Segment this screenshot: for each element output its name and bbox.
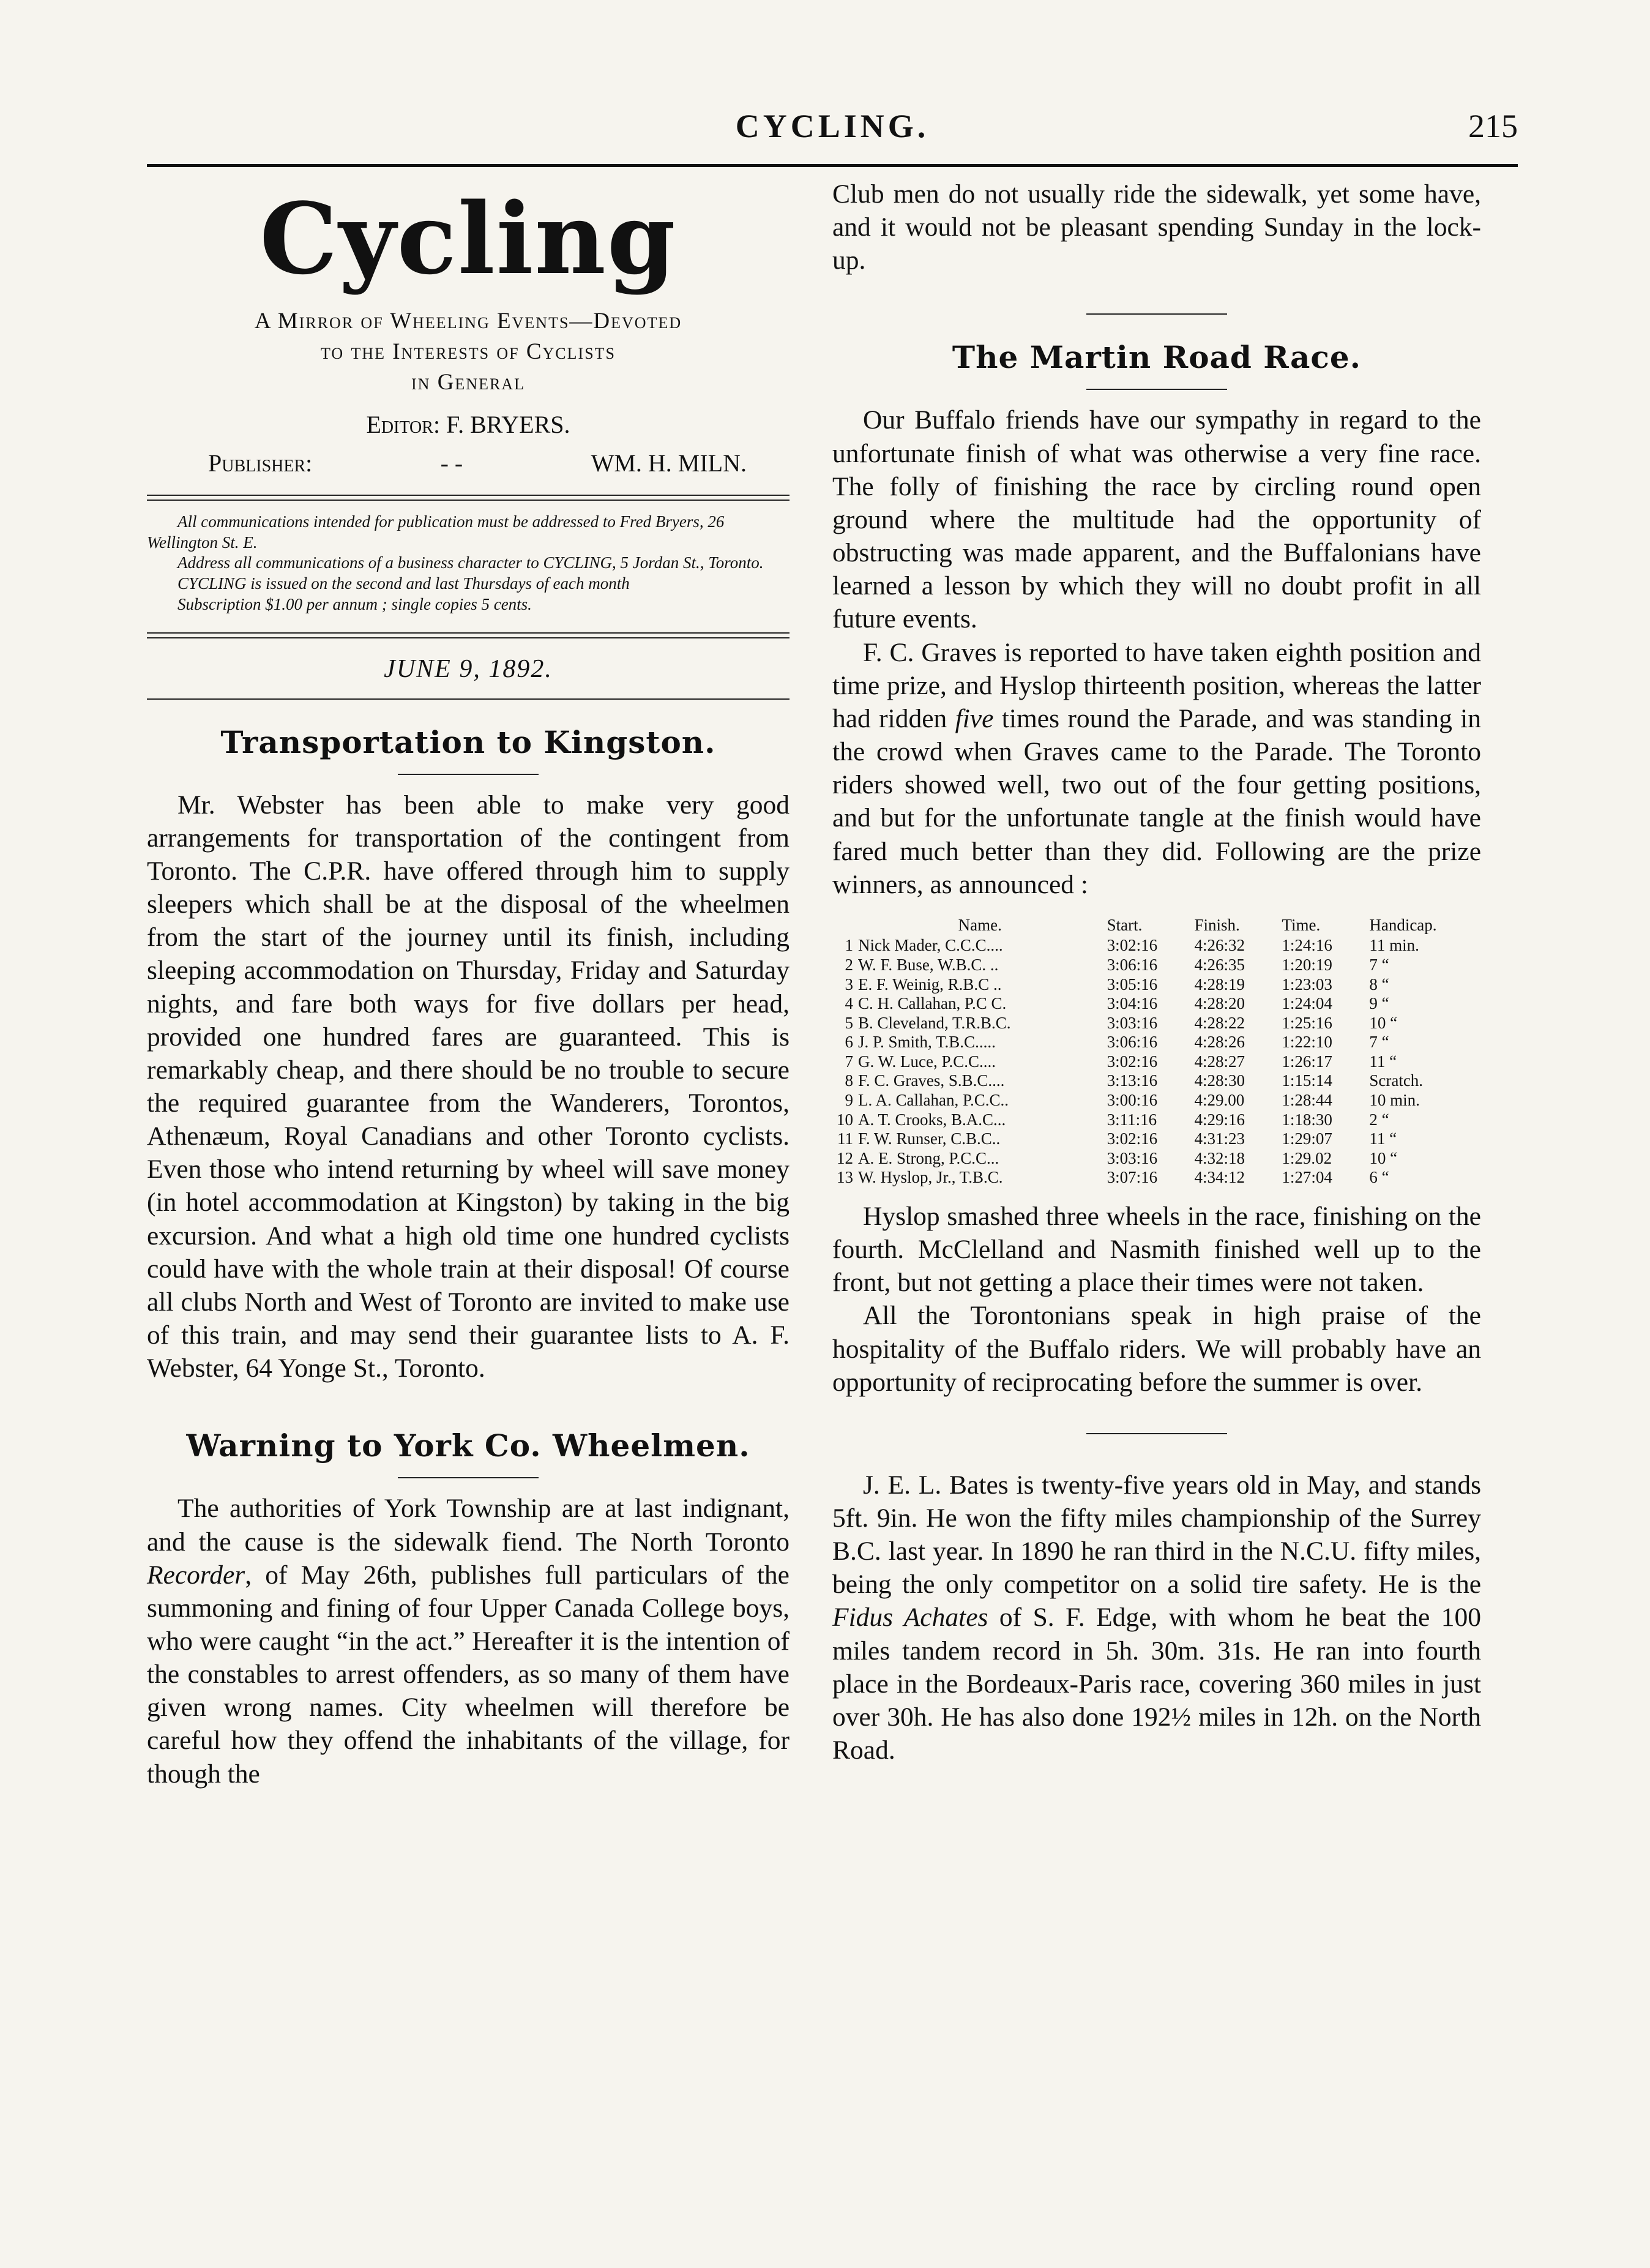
- table-row: [832, 1149, 1481, 1169]
- notice-rule: [147, 632, 790, 638]
- header-finish: Finish.: [1194, 915, 1240, 934]
- header-handicap: Handicap.: [1369, 915, 1437, 934]
- rank-cell: 13: [837, 1168, 853, 1187]
- finish-time-cell: 4:29.00: [1194, 1091, 1245, 1110]
- martin-paragraph-1: Our Buffalo friends have our sympathy in regard to the unfortunate finish of what was otherwise a very fine race. The folly of finishing the race by circling round open ground where the multitude had the opportunity of obstructing was made apparent, and the Buffalonians have learned a lesson by which they will no doubt profit in all future events.: [832, 405, 1481, 634]
- handicap-cell: 10 “: [1369, 1013, 1398, 1032]
- tagline-line-3: in General: [411, 369, 525, 395]
- handicap-cell: 6 “: [1369, 1168, 1389, 1187]
- rank-cell: 7: [845, 1052, 853, 1071]
- martin-race-heading: The Martin Road Race.: [952, 339, 1362, 376]
- start-time-cell: 3:13:16: [1107, 1071, 1158, 1090]
- masthead-rule: [147, 495, 790, 501]
- bates-paragraph: [832, 1469, 1481, 1767]
- table-row: [832, 1129, 1481, 1149]
- rider-name-cell: Nick Mader, C.C.C....: [858, 936, 1003, 955]
- elapsed-time-cell: 1:23:03: [1282, 975, 1332, 994]
- rank-cell: 6: [845, 1033, 853, 1052]
- start-time-cell: 3:02:16: [1107, 1052, 1158, 1071]
- finish-time-cell: 4:26:35: [1194, 955, 1245, 974]
- warning-text-end: , of May 26th, publishes full particulars of the summoning and fining of four Upper Canada College boys, who were caught “in the act.” Hereafter it is the intention of the constables to arrest offenders, as so many of them have given wrong names. City wheelmen will therefore be careful how they offend the inhabitants of the village, for though the: [147, 1560, 790, 1789]
- start-time-cell: 3:03:16: [1107, 1013, 1158, 1032]
- finish-time-cell: 4:28:22: [1194, 1013, 1245, 1032]
- bates-text-italic: Fidus Achates: [832, 1603, 988, 1633]
- rank-cell: 9: [845, 1091, 853, 1110]
- finish-time-cell: 4:28:20: [1194, 994, 1245, 1013]
- martin-race-article: [832, 403, 1481, 900]
- finish-time-cell: 4:28:27: [1194, 1052, 1245, 1071]
- header-start: Start.: [1107, 915, 1143, 934]
- martin-paragraph-2: [832, 636, 1481, 901]
- handicap-cell: 11 “: [1369, 1052, 1397, 1071]
- handicap-cell: 10 min.: [1369, 1091, 1420, 1110]
- publisher-label: Publisher:: [208, 449, 313, 477]
- rank-cell: 3: [845, 975, 853, 994]
- rider-name-cell: W. Hyslop, Jr., T.B.C.: [858, 1168, 1003, 1187]
- warning-continuation: [832, 178, 1481, 277]
- handicap-cell: 11 “: [1369, 1129, 1397, 1148]
- right-column: [832, 178, 1481, 1767]
- handicap-cell: 7 “: [1369, 955, 1389, 974]
- transportation-paragraph: Mr. Webster has been able to make very good arrangements for transportation of the contingent from Toronto. The C.P.R. have offered through him to supply sleepers which shall be at the disposal of the wheelmen from the start of the journey until its finish, including sleeping accommodation on Thursday, Friday and Saturday nights, and fare both ways for five dollars per head, provided one hundred fares are guaranteed. This is remarkably cheap, and there should be no trouble to secure the required guarantee from the Wanderers, Torontos, Athenæum, Royal Canadians and other Toronto cyclists. Even those who intend returning by wheel will save money (in hotel accommodation at Kingston) by taking in the big excursion. And what a high old time one hundred cyclists could have with the whole train at their disposal! Of course all clubs North and West of Toronto are invited to make use of this train, and may send their guarantee lists to A. F. Webster, 64 Yonge St., Toronto.: [147, 790, 790, 1383]
- table-row: [832, 936, 1481, 956]
- rank-cell: 4: [845, 994, 853, 1013]
- martin-paragraph-4: All the Torontonians speak in high praise of the hospitality of the Buffalo riders. We will probably have an opportunity of reciprocating before the summer is over.: [832, 1301, 1481, 1397]
- elapsed-time-cell: 1:20:19: [1282, 955, 1332, 974]
- handicap-cell: 9 “: [1369, 994, 1389, 1013]
- short-rule: [1086, 389, 1227, 390]
- martin-p2-end: times round the Parade, and was standing in the crowd when Graves came to the Parade. The Toronto riders showed well, two out of the four getting positions, and but for the unfortunate tangle at the finish would have fared much better than they did. Following are the prize winners, as announced :: [832, 703, 1481, 899]
- start-time-cell: 3:03:16: [1107, 1148, 1158, 1167]
- elapsed-time-cell: 1:24:04: [1282, 994, 1332, 1013]
- table-row: [832, 1110, 1481, 1130]
- notice-line: Subscription $1.00 per annum ; single copies 5 cents.: [177, 594, 532, 613]
- elapsed-time-cell: 1:28:44: [1282, 1091, 1332, 1110]
- handicap-cell: 11 min.: [1369, 936, 1419, 955]
- table-row: [832, 1071, 1481, 1091]
- rider-name-cell: W. F. Buse, W.B.C. ..: [858, 955, 999, 974]
- start-time-cell: 3:07:16: [1107, 1168, 1158, 1187]
- rider-name-cell: A. T. Crooks, B.A.C...: [858, 1110, 1006, 1129]
- start-time-cell: 3:02:16: [1107, 1129, 1158, 1148]
- martin-paragraph-3: Hyslop smashed three wheels in the race, finishing on the fourth. McClelland and Nasmith finished well up to the front, but not getting a place their times were not taken.: [832, 1201, 1481, 1298]
- left-column: [147, 178, 790, 1791]
- rider-name-cell: E. F. Weinig, R.B.C ..: [858, 975, 1002, 994]
- tagline-line-2: to the Interests of Cyclists: [321, 339, 616, 364]
- warning-text-italic: Recorder: [147, 1560, 245, 1590]
- martin-p2-start: F. C. Graves is reported to have taken eighth position and time prize, and Hyslop thirteenth position, whereas the latter had ridden: [832, 637, 1481, 733]
- rider-name-cell: G. W. Luce, P.C.C....: [858, 1052, 996, 1071]
- publisher-line: [147, 449, 790, 477]
- rider-name-cell: F. C. Graves, S.B.C....: [858, 1071, 1005, 1090]
- rank-cell: 11: [837, 1129, 853, 1148]
- table-row: [832, 1014, 1481, 1033]
- short-rule: [398, 1477, 539, 1478]
- tagline-line-1: A Mirror of Wheeling Events—Devoted: [254, 309, 682, 334]
- rider-name-cell: L. A. Callahan, P.C.C..: [858, 1091, 1009, 1110]
- rank-cell: 8: [845, 1071, 853, 1090]
- notice-line: Address all communications of a business character to CYCLING, 5 Jordan St., Toronto.: [177, 553, 764, 572]
- finish-time-cell: 4:28:19: [1194, 975, 1245, 994]
- rider-name-cell: J. P. Smith, T.B.C.....: [858, 1033, 996, 1052]
- running-head-title: CYCLING.: [735, 108, 930, 144]
- table-row: [832, 1091, 1481, 1110]
- finish-time-cell: 4:26:32: [1194, 936, 1245, 955]
- rider-name-cell: B. Cleveland, T.R.B.C.: [858, 1013, 1011, 1032]
- notice-line: CYCLING is issued on the second and last Thursdays of each month: [177, 574, 630, 593]
- bates-article: [832, 1469, 1481, 1767]
- date-rule: [147, 698, 790, 700]
- running-head: [147, 107, 1518, 144]
- publisher-name: WM. H. MILN.: [591, 449, 747, 477]
- rider-name-cell: A. E. Strong, P.C.C...: [858, 1148, 999, 1167]
- elapsed-time-cell: 1:22:10: [1282, 1033, 1332, 1052]
- table-row: [832, 975, 1481, 995]
- transportation-article: [147, 788, 790, 1385]
- elapsed-time-cell: 1:29:07: [1282, 1129, 1332, 1148]
- finish-time-cell: 4:34:12: [1194, 1168, 1245, 1187]
- table-row: [832, 1168, 1481, 1188]
- rank-cell: 10: [837, 1110, 853, 1129]
- rank-cell: 12: [837, 1148, 853, 1167]
- start-time-cell: 3:02:16: [1107, 936, 1158, 955]
- start-time-cell: 3:11:16: [1107, 1110, 1157, 1129]
- issue-date: JUNE 9, 1892.: [384, 654, 553, 683]
- start-time-cell: 3:06:16: [1107, 1033, 1158, 1052]
- finish-time-cell: 4:28:30: [1194, 1071, 1245, 1090]
- handicap-cell: 2 “: [1369, 1110, 1389, 1129]
- rank-cell: 1: [845, 936, 853, 955]
- short-rule: [398, 774, 539, 775]
- table-row: [832, 956, 1481, 975]
- transportation-heading: Transportation to Kingston.: [220, 724, 716, 760]
- rank-cell: 2: [845, 955, 853, 974]
- elapsed-time-cell: 1:27:04: [1282, 1168, 1332, 1187]
- masthead-title: Cycling: [259, 181, 677, 296]
- start-time-cell: 3:04:16: [1107, 994, 1158, 1013]
- short-rule: [1086, 1433, 1227, 1434]
- elapsed-time-cell: 1:15:14: [1282, 1071, 1332, 1090]
- masthead-tagline: [147, 306, 790, 398]
- page-number: 215: [1468, 108, 1518, 144]
- table-row: [832, 994, 1481, 1014]
- publisher-dashes: - -: [440, 449, 463, 477]
- elapsed-time-cell: 1:26:17: [1282, 1052, 1332, 1071]
- warning-article: [147, 1492, 790, 1790]
- martin-p2-italic: five: [955, 703, 994, 733]
- elapsed-time-cell: 1:18:30: [1282, 1110, 1332, 1129]
- header-name: Name.: [958, 915, 1002, 934]
- warning-paragraph: [147, 1492, 790, 1790]
- warning-heading: Warning to York Co. Wheelmen.: [186, 1428, 750, 1464]
- finish-time-cell: 4:31:23: [1194, 1129, 1245, 1148]
- start-time-cell: 3:06:16: [1107, 955, 1158, 974]
- warning-text-start: The authorities of York Township are at last indignant, and the cause is the sidewalk fiend. The North Toronto: [147, 1494, 790, 1557]
- handicap-cell: 7 “: [1369, 1033, 1389, 1052]
- table-row: [832, 1052, 1481, 1072]
- header-time: Time.: [1282, 915, 1321, 934]
- bates-text-end: of S. F. Edge, with whom he beat the 100 miles tandem record in 5h. 30m. 31s. He ran into fourth place in the Bordeaux-Paris race, covering 360 miles in just over 30h. He has also done 192½ miles in 12h. on the North Road.: [832, 1603, 1481, 1765]
- rank-cell: 5: [845, 1013, 853, 1032]
- warning-continuation-paragraph: Club men do not usually ride the sidewalk, yet some have, and it would not be pleasant spending Sunday in the lock-up.: [832, 179, 1481, 275]
- rider-name-cell: F. W. Runser, C.B.C..: [858, 1129, 1001, 1148]
- publication-notice: [147, 512, 790, 615]
- martin-race-article-cont: [832, 1200, 1481, 1399]
- table-header-row: [832, 916, 1481, 937]
- short-rule: [1086, 313, 1227, 315]
- finish-time-cell: 4:28:26: [1194, 1033, 1245, 1052]
- finish-time-cell: 4:29:16: [1194, 1110, 1245, 1129]
- finish-time-cell: 4:32:18: [1194, 1148, 1245, 1167]
- elapsed-time-cell: 1:29.02: [1282, 1148, 1332, 1167]
- elapsed-time-cell: 1:25:16: [1282, 1013, 1332, 1032]
- bates-text-start: J. E. L. Bates is twenty-five years old in May, and stands 5ft. 9in. He won the fifty miles championship of the Surrey B.C. last year. In 1890 he ran third in the N.C.U. fifty miles, being the only competitor on a solid tire safety. He is the: [832, 1470, 1481, 1600]
- start-time-cell: 3:05:16: [1107, 975, 1158, 994]
- table-row: [832, 1033, 1481, 1052]
- rider-name-cell: C. H. Callahan, P.C C.: [858, 994, 1007, 1013]
- top-rule: [147, 164, 1518, 167]
- editor-line: Editor: F. BRYERS.: [366, 410, 570, 438]
- start-time-cell: 3:00:16: [1107, 1091, 1158, 1110]
- handicap-cell: 8 “: [1369, 975, 1389, 994]
- notice-line: All communications intended for publication must be addressed to Fred Bryers, 26 Wellington St. E.: [147, 512, 725, 552]
- handicap-cell: 10 “: [1369, 1148, 1398, 1167]
- handicap-cell: Scratch.: [1369, 1071, 1424, 1090]
- elapsed-time-cell: 1:24:16: [1282, 936, 1332, 955]
- prize-winners-table: [832, 916, 1481, 1188]
